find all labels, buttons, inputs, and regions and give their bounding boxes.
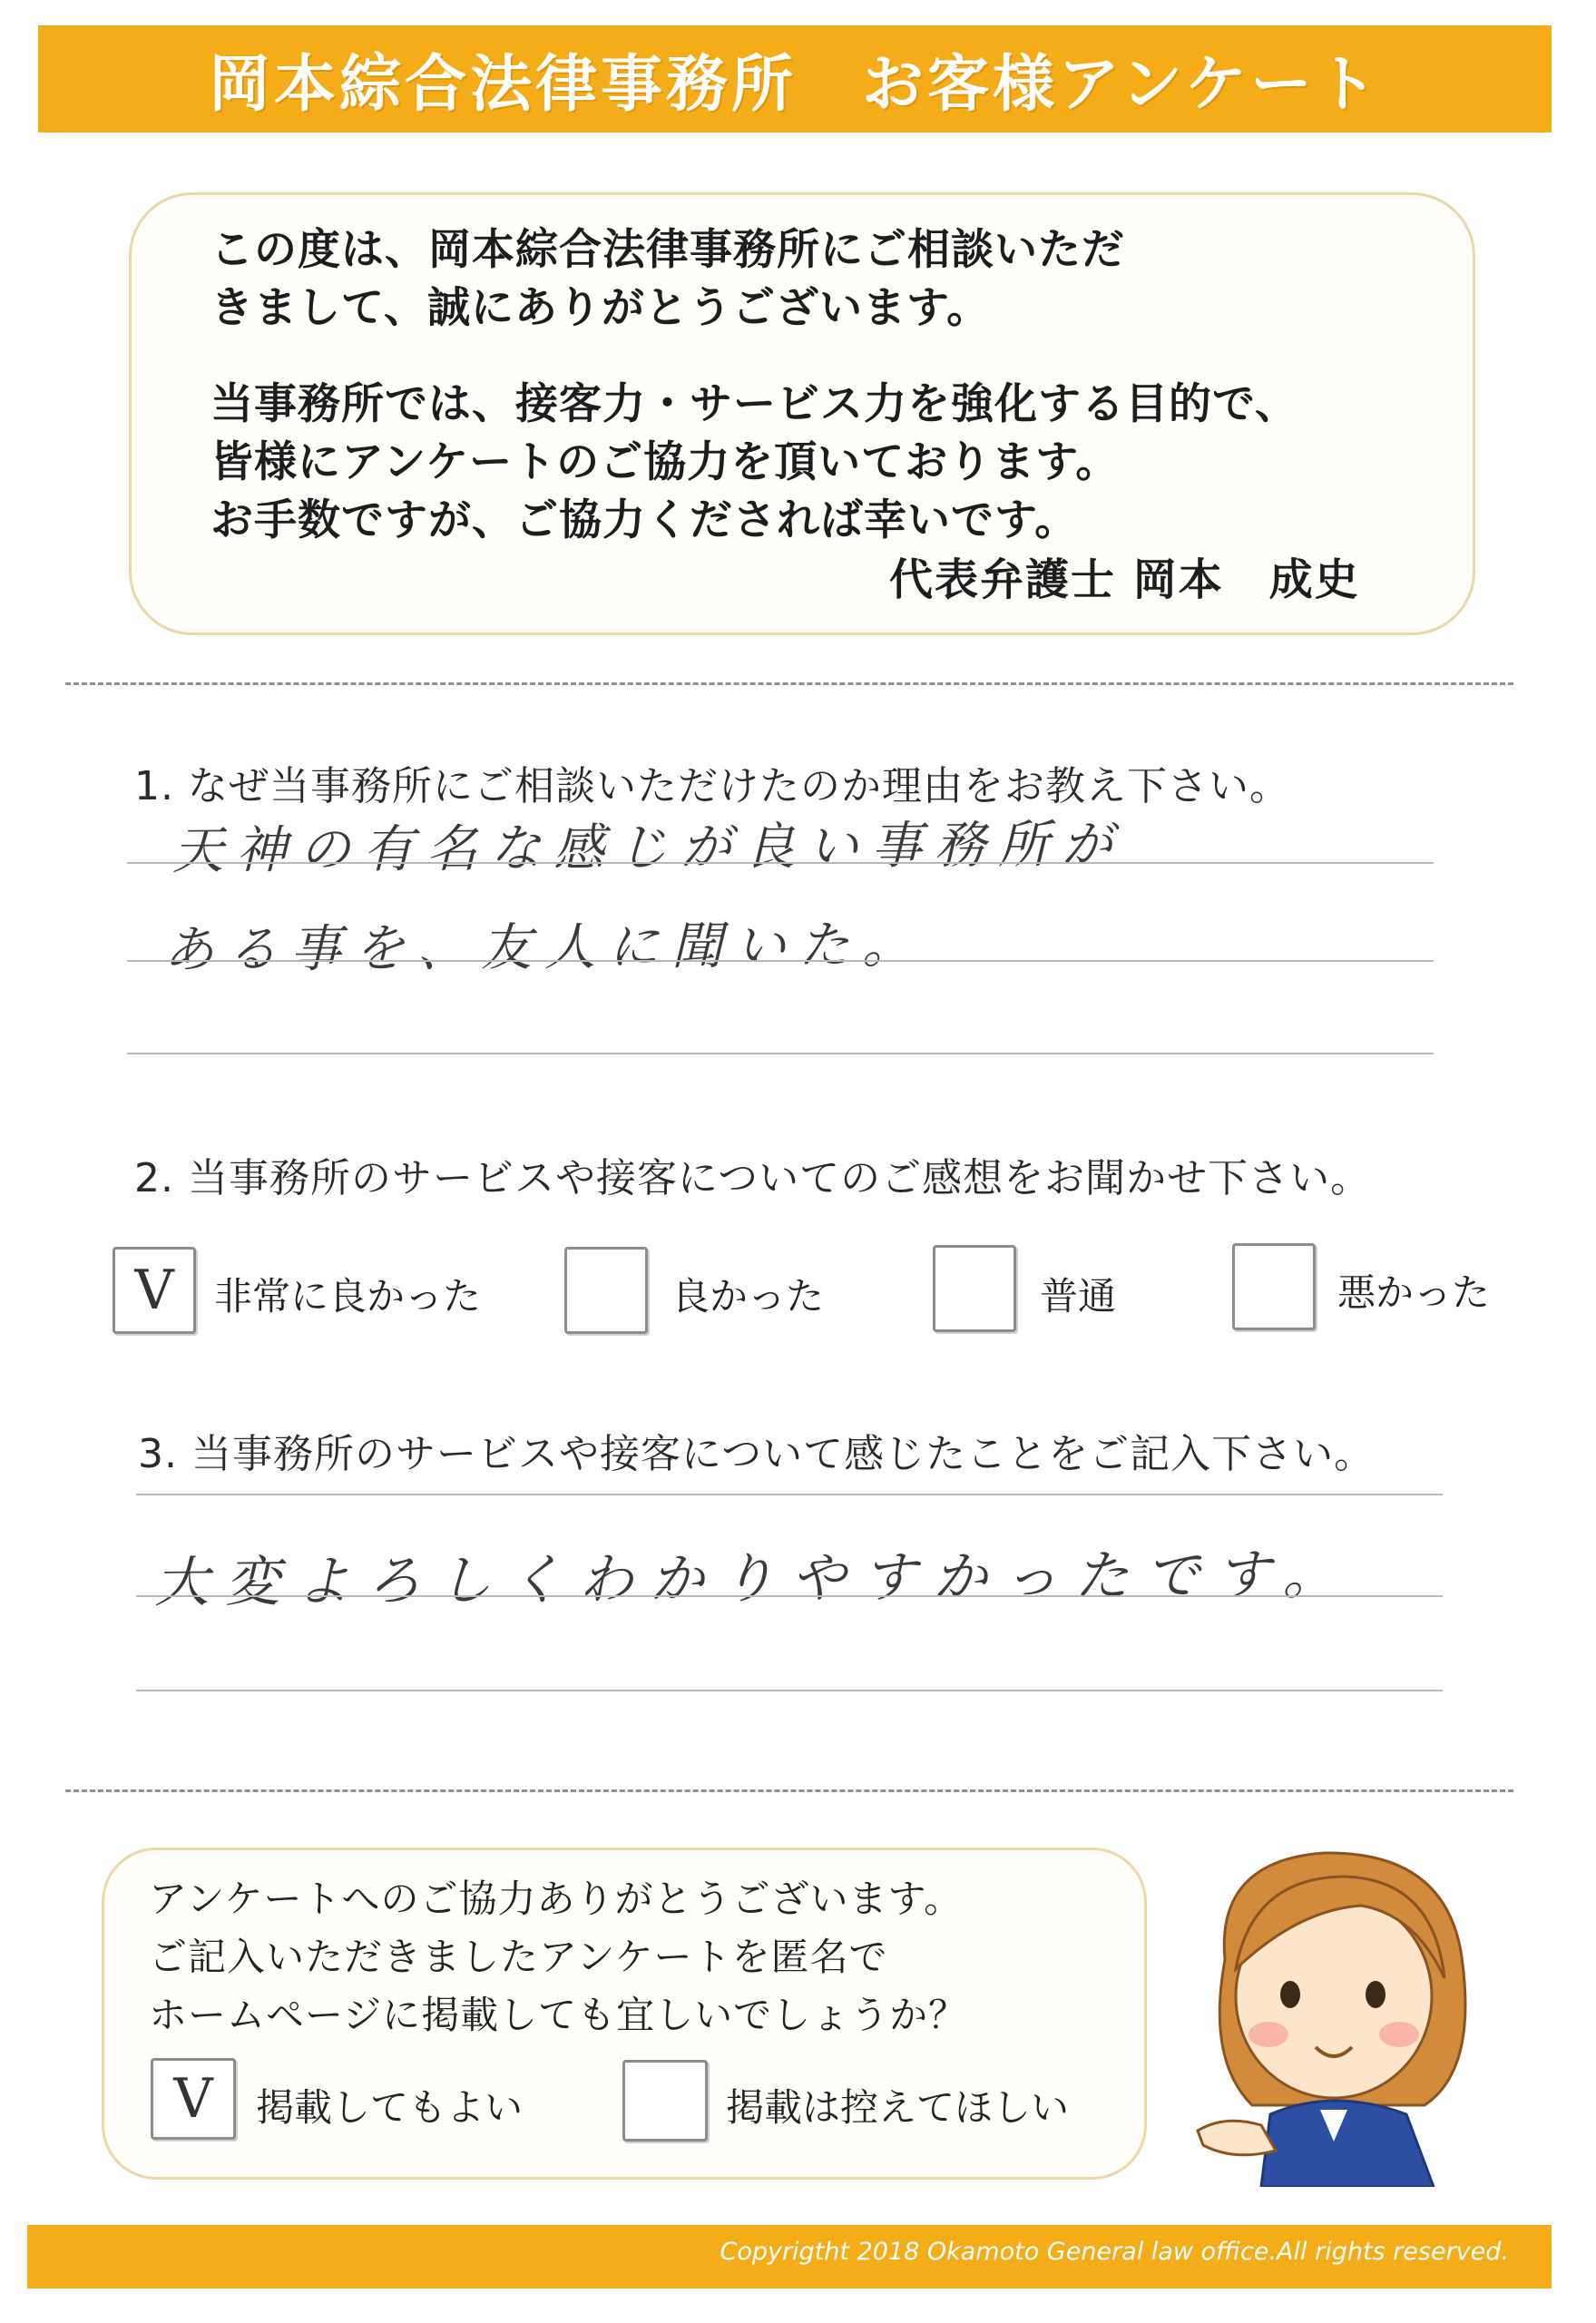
answer-rule <box>136 1494 1443 1495</box>
label-publish-no: 掲載は控えてほしい <box>726 2085 1070 2130</box>
signature: 代表弁護士 岡本 成史 <box>889 554 1360 605</box>
consent-line-2: ご記入いただきましたアンケートを匿名で <box>149 1935 888 1979</box>
label-very-good: 非常に良かった <box>214 1274 482 1318</box>
checkbox-good[interactable] <box>564 1247 648 1334</box>
label-average: 普通 <box>1040 1274 1117 1318</box>
intro-line-3: 当事務所では、接客力・サービス力を強化する目的で、 <box>211 379 1299 429</box>
header-bar <box>38 25 1552 132</box>
answer-rule <box>127 862 1434 864</box>
intro-line-5: お手数ですが、ご協力くだされば幸いです。 <box>211 495 1079 545</box>
label-publish-ok: 掲載してもよい <box>256 2085 524 2130</box>
checkbox-bad[interactable] <box>1232 1243 1316 1330</box>
answer-rule <box>136 1595 1443 1597</box>
intro-line-4: 皆様にアンケートのご協力を頂いております。 <box>211 437 1120 487</box>
consent-line-1: アンケートへのご協力ありがとうございます。 <box>149 1877 964 1921</box>
mascot-icon <box>1189 1842 1488 2187</box>
answer-rule <box>136 1690 1443 1691</box>
question-1: 1. なぜ当事務所にご相談いただけたのか理由をお教え下さい。 <box>134 763 1290 809</box>
checkbox-publish-ok[interactable]: V <box>151 2058 236 2140</box>
intro-line-1: この度は、岡本綜合法律事務所にご相談いただ <box>211 225 1125 275</box>
consent-line-3: ホームページに掲載しても宜しいでしょうか？ <box>149 1993 968 2037</box>
intro-line-2: きまして、誠にありがとうございます。 <box>211 283 991 333</box>
answer-1-line-2: ある事を、友人に聞いた。 <box>162 916 926 980</box>
label-bad: 悪かった <box>1337 1270 1491 1315</box>
question-2: 2. 当事務所のサービスや接客についてのご感想をお聞かせ下さい。 <box>134 1155 1372 1201</box>
answer-3-line-1: 大変よろしくわかりやすかったです。 <box>153 1543 1354 1615</box>
question-3: 3. 当事務所のサービスや接客について感じたことをご記入下さい。 <box>138 1431 1376 1477</box>
section-divider <box>65 682 1513 685</box>
page-title: 岡本綜合法律事務所 お客様アンケート <box>209 48 1381 121</box>
answer-1-line-1: 天神の有名な感じが良い事務所が <box>171 815 1126 881</box>
checkbox-publish-no[interactable] <box>622 2060 708 2142</box>
label-good: 良かった <box>671 1274 825 1318</box>
copyright-text: Copyrigtht 2018 Okamoto General law office.All rights reserved. <box>720 2238 1509 2266</box>
answer-rule <box>127 960 1434 962</box>
checkbox-average[interactable] <box>933 1245 1016 1332</box>
answer-rule <box>127 1053 1434 1054</box>
section-divider <box>65 1789 1513 1792</box>
checkbox-very-good[interactable]: V <box>113 1247 196 1334</box>
